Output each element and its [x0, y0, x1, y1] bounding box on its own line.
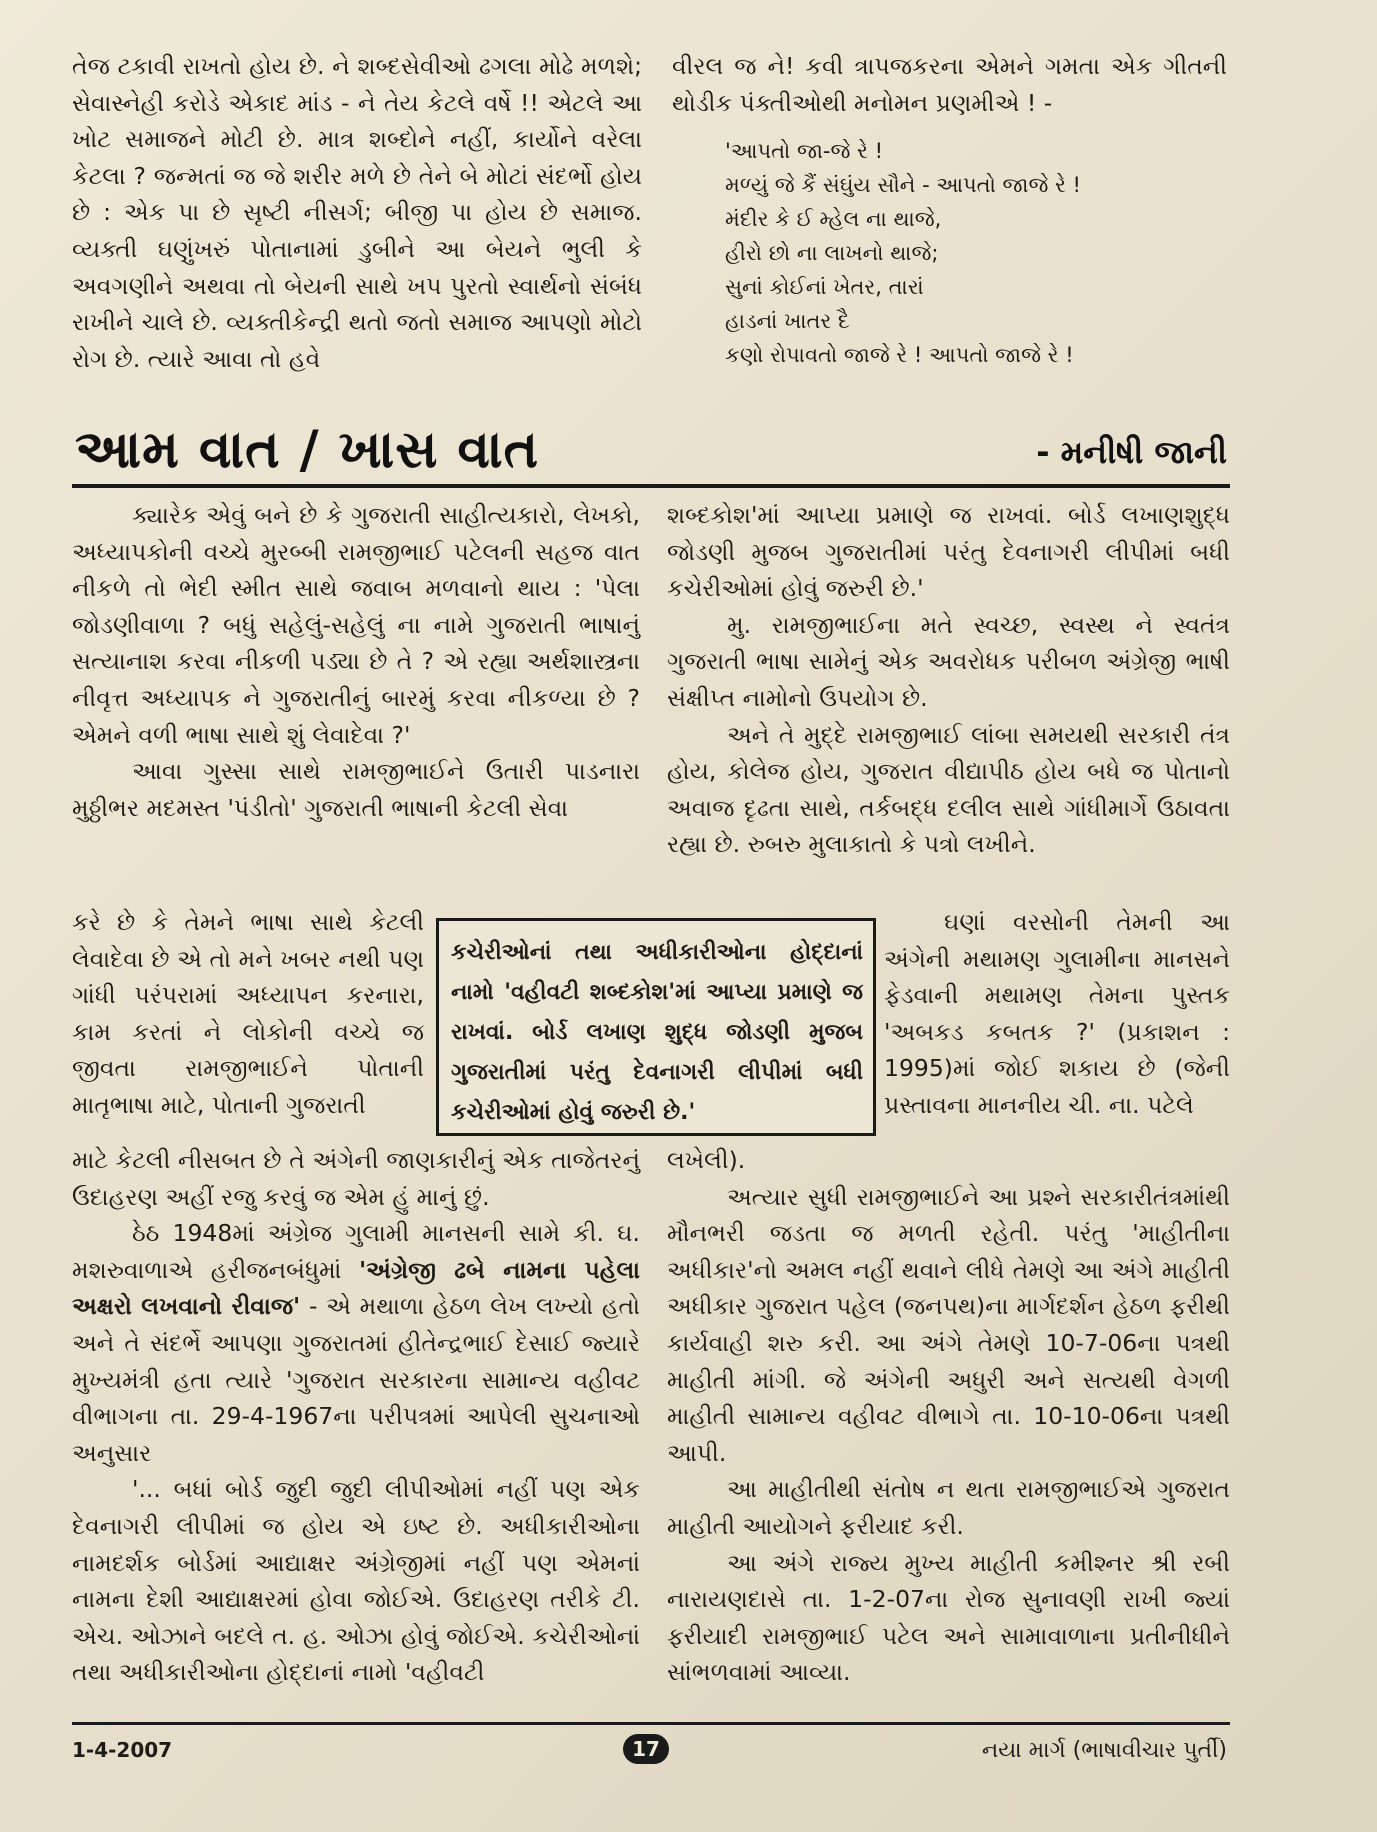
footer-publication: નયા માર્ગ (ભાષાવીચાર પુર્તી) [981, 1738, 1227, 1763]
top-left-paragraph: તેજ ટકાવી રાખતો હોય છે. ને શબ્દસેવીઓ ઢગલા મોઢે મળશે; સેવાસ્નેહી કરોડે એકાદ માંડ - ને તેય કેટલે વર્ષે !! એટલે આ ખોટ સમાજને મોટી છે. માત્ર શબ્દોને નહીં, કાર્યોને વરેલા કેટલા ? જન્મતાં જ જે શરીર મળે છે તેને બે મોટાં સંદર્ભો હોય છે : એક પા છે સૃષ્ટી નીસર્ગ; બીજી પા હોય છે સમાજ. વ્યક્તી ઘણુંખરું પોતાનામાં ડુબીને આ બેયને ભુલી કે અવગણીને અથવા તો બેયની સાથે ખપ પુરતો સ્વાર્થનો સંબંધ રાખીને ચાલે છે. વ્યક્તીકેન્દ્રી થતો જતો સમાજ આપણો મોટો રોગ છે. ત્યારે આવા તો હવે [72, 52, 642, 373]
left-column-narrow [72, 904, 424, 1124]
poem-line: હીરો છો ના લાખનો થાજે; [725, 241, 939, 265]
right-paragraph-2: મુ. રામજીભાઈના મતે સ્વચ્છ, સ્વસ્થ ને સ્વતંત્ર ગુજરાતી ભાષા સામેનું એક અવરોધક પરીબળ અંગ્રેજી ભાષી સંક્ષીપ્ત નામોનો ઉપયોગ છે. [667, 610, 1230, 712]
right-column-top [667, 497, 1230, 863]
article-title: આમ વાત / ખાસ વાત [75, 420, 540, 480]
left-paragraph-1: ક્યારેક એવું બને છે કે ગુજરાતી સાહીત્યકારો, લેખકો, અધ્યાપકોની વચ્ચે મુરબ્બી રામજીભાઈ પટેલની સહજ વાત નીકળે તો ભેદી સ્મીત સાથે જવાબ મળવાનો થાય : 'પેલા જોડણીવાળા ? બધું સહેલું-સહેલું ના નામે ગુજરાતી ભાષાનું સત્યાનાશ કરવા નીકળી પડ્યા છે તે ? એ રહ્યા અર્થશાસ્ત્રના નીવૃત્ત અધ્યાપક ને ગુજરાતીનું બારમું કરવા નીકળ્યા છે ? એમને વળી ભાષા સાથે શું લેવાદેવા ?' [72, 501, 640, 749]
left-column-bottom [72, 1142, 640, 1691]
right-paragraph-1: શબ્દકોશ'માં આપ્યા પ્રમાણે જ રાખવાં. બોર્ડ લખાણશુદ્ધ જોડણી મુજબ ગુજરાતીમાં પરંતુ દેવનાગરી લીપીમાં બધી કચેરીઓમાં હોવું જરુરી છે.' [667, 501, 1230, 603]
right-paragraph-6: આ માહીતીથી સંતોષ ન થતા રામજીભાઈએ ગુજરાત માહીતી આયોગને ફરીયાદ કરી. [667, 1475, 1230, 1540]
right-paragraph-7: આ અંગે રાજ્ય મુખ્ય માહીતી કમીશ્નર શ્રી રબી નારાયણદાસે તા. 1-2-07ના રોજ સુનાવણી રાખી જ્યાં ફરીયાદી રામજીભાઈ પટેલ અને સામાવાળાના પ્રતીનીધીને સાંભળવામાં આવ્યા. [667, 1548, 1230, 1687]
poem-line: હાડનાં ખાતર દૈ [725, 309, 850, 333]
footer-rule [72, 1722, 1230, 1725]
top-right-intro-text: વીરલ જ ને! કવી ત્રાપજકરના એમને ગમતા એક ગીતની થોડીક પંક્તીઓથી મનોમન પ્રણમીએ ! - [672, 52, 1227, 117]
right-paragraph-5: અત્યાર સુધી રામજીભાઈને આ પ્રશ્ને સરકારીતંત્રમાંથી મૌનભરી જડતા જ મળતી રહેતી. પરંતુ 'માહીતીના અધીકાર'નો અમલ નહીં થવાને લીધે તેમણે આ અંગે માહીતી અધીકાર ગુજરાત પહેલ (જનપથ)ના માર્ગદર્શન હેઠળ ફરીથી કાર્યવાહી શરુ કરી. આ અંગે તેમણે 10-7-06ના પત્રથી માહીતી માંગી. જે અંગેની અધુરી અને સત્યથી વેગળી માહીતી સામાન્ય વહીવટ વીભાગે તા. 10-10-06ના પત્રથી આપી. [667, 1182, 1230, 1467]
left-paragraph-5: '... બધાં બોર્ડ જુદી જુદી લીપીઓમાં નહીં પણ એક દેવનાગરી લીપીમાં જ હોય એ ઇષ્ટ છે. અધીકારીઓના નામદર્શક બોર્ડમાં આદ્યાક્ષર અંગ્રેજીમાં નહીં પણ એમનાં નામના દેશી આદ્યાક્ષરમાં હોવા જોઈએ. ઉદાહરણ તરીકે ટી. એચ. ઓઝાને બદલે ત. હ. ઓઝા હોવું જોઈએ. કચેરીઓનાં તથા અધીકારીઓના હોદ્દાનાં નામો 'વહીવટી [72, 1475, 640, 1687]
left-narrow-paragraph: કરે છે કે તેમને ભાષા સાથે કેટલી લેવાદેવા છે એ તો મને ખબર નથી પણ ગાંધી પરંપરામાં અધ્યાપન કરનારા, કામ કરતાં ને લોકોની વચ્ચે જ જીવતા રામજીભાઈને પોતાની માતૃભાષા માટે, પોતાની ગુજરાતી [72, 908, 424, 1119]
right-column-narrow [884, 904, 1230, 1124]
right-column-bottom [667, 1142, 1230, 1691]
pull-quote: કચેરીઓનાં તથા અધીકારીઓના હોદ્દાનાં નામો 'વહીવટી શબ્દકોશ'માં આપ્યા પ્રમાણે જ રાખવાં. બોર્ડ લખાણ શુદ્ધ જોડણી મુજબ ગુજરાતીમાં પરંતુ દેવનાગરી લીપીમાં બધી કચેરીઓમાં હોવું જરુરી છે.' [436, 918, 876, 1136]
title-rule [72, 484, 1230, 488]
poem-line: મળ્યું જે કૈં સંઘુંય સૌને - આપતો જાજે રે ! [725, 173, 1081, 197]
left-column-top [72, 497, 640, 826]
left-paragraph-4-pre: ઠેઠ 1948માં અંગ્રેજ ગુલામી માનસની સામે કી. ઘ. મશરુવાળાએ હરીજનબંધુમાં [72, 1219, 640, 1284]
right-paragraph-4: લખેલી). [667, 1146, 746, 1174]
poem-line: સુનાં કોઈનાં ખેતર, તારાં [725, 275, 924, 299]
poem-line: મંદીર કે ઈ મ્હેલ ના થાજે, [725, 207, 942, 231]
left-paragraph-2: આવા ગુસ્સા સાથે રામજીભાઈને ઉતારી પાડનારા મુઠ્ઠીભર મદમસ્ત 'પંડીતો' ગુજરાતી ભાષાની કેટલી સેવા [72, 757, 640, 822]
top-right-intro [672, 48, 1227, 121]
left-paragraph-4-post: - એ મથાળા હેઠળ લેખ લખ્યો હતો અને તે સંદર્ભે આપણા ગુજરાતમાં હીતેન્દ્રભાઈ દેસાઈ જ્યારે મુખ્યમંત્રી હતા ત્યારે 'ગુજરાત સરકારના સામાન્ય વહીવટ વીભાગના તા. 29-4-1967ના પરીપત્રમાં આપેલી સુચનાઓ અનુસાર [72, 1292, 640, 1467]
poem-line: કણો રોપાવતો જાજે રે ! આપતો જાજે રે ! [725, 343, 1074, 367]
poem-line: 'આપતો જા-જે રે ! [725, 139, 883, 163]
left-paragraph-4 [72, 1215, 640, 1471]
footer-date: 1-4-2007 [72, 1738, 173, 1762]
poem-block [725, 134, 1155, 372]
page-number: 17 [623, 1734, 669, 1764]
left-paragraph-3: માટે કેટલી નીસબત છે તે અંગેની જાણકારીનું એક તાજેતરનું ઉદાહરણ અહીં રજુ કરવું જ એમ હું માનું છું. [72, 1146, 640, 1211]
article-byline: - મનીષી જાની [1036, 433, 1227, 471]
left-paragraph-4-bold: 'અંગ્રેજી ઢબે નામના પહેલા અક્ષરો લખવાનો રીવાજ' [72, 1255, 640, 1321]
right-narrow-paragraph: ઘણાં વરસોની તેમની આ અંગેની મથામણ ગુલામીના માનસને ફેડવાની મથામણ તેમના પુસ્તક 'અબકડ કબતક ?' (પ્રકાશન : 1995)માં જોઈ શકાય છે (જેની પ્રસ્તાવના માનનીય ચી. ના. પટેલે [884, 908, 1230, 1119]
top-left-column [72, 48, 642, 377]
right-paragraph-3: અને તે મુદ્દે રામજીભાઈ લાંબા સમયથી સરકારી તંત્ર હોય, કોલેજ હોય, ગુજરાત વીદ્યાપીઠ હોય બધે જ પોતાનો અવાજ દૃઢતા સાથે, તર્કબદ્ધ દલીલ સાથે ગાંધીમાર્ગે ઉઠાવતા રહ્યા છે. રુબરુ મુલાકાતો કે પત્રો લખીને. [667, 720, 1230, 859]
